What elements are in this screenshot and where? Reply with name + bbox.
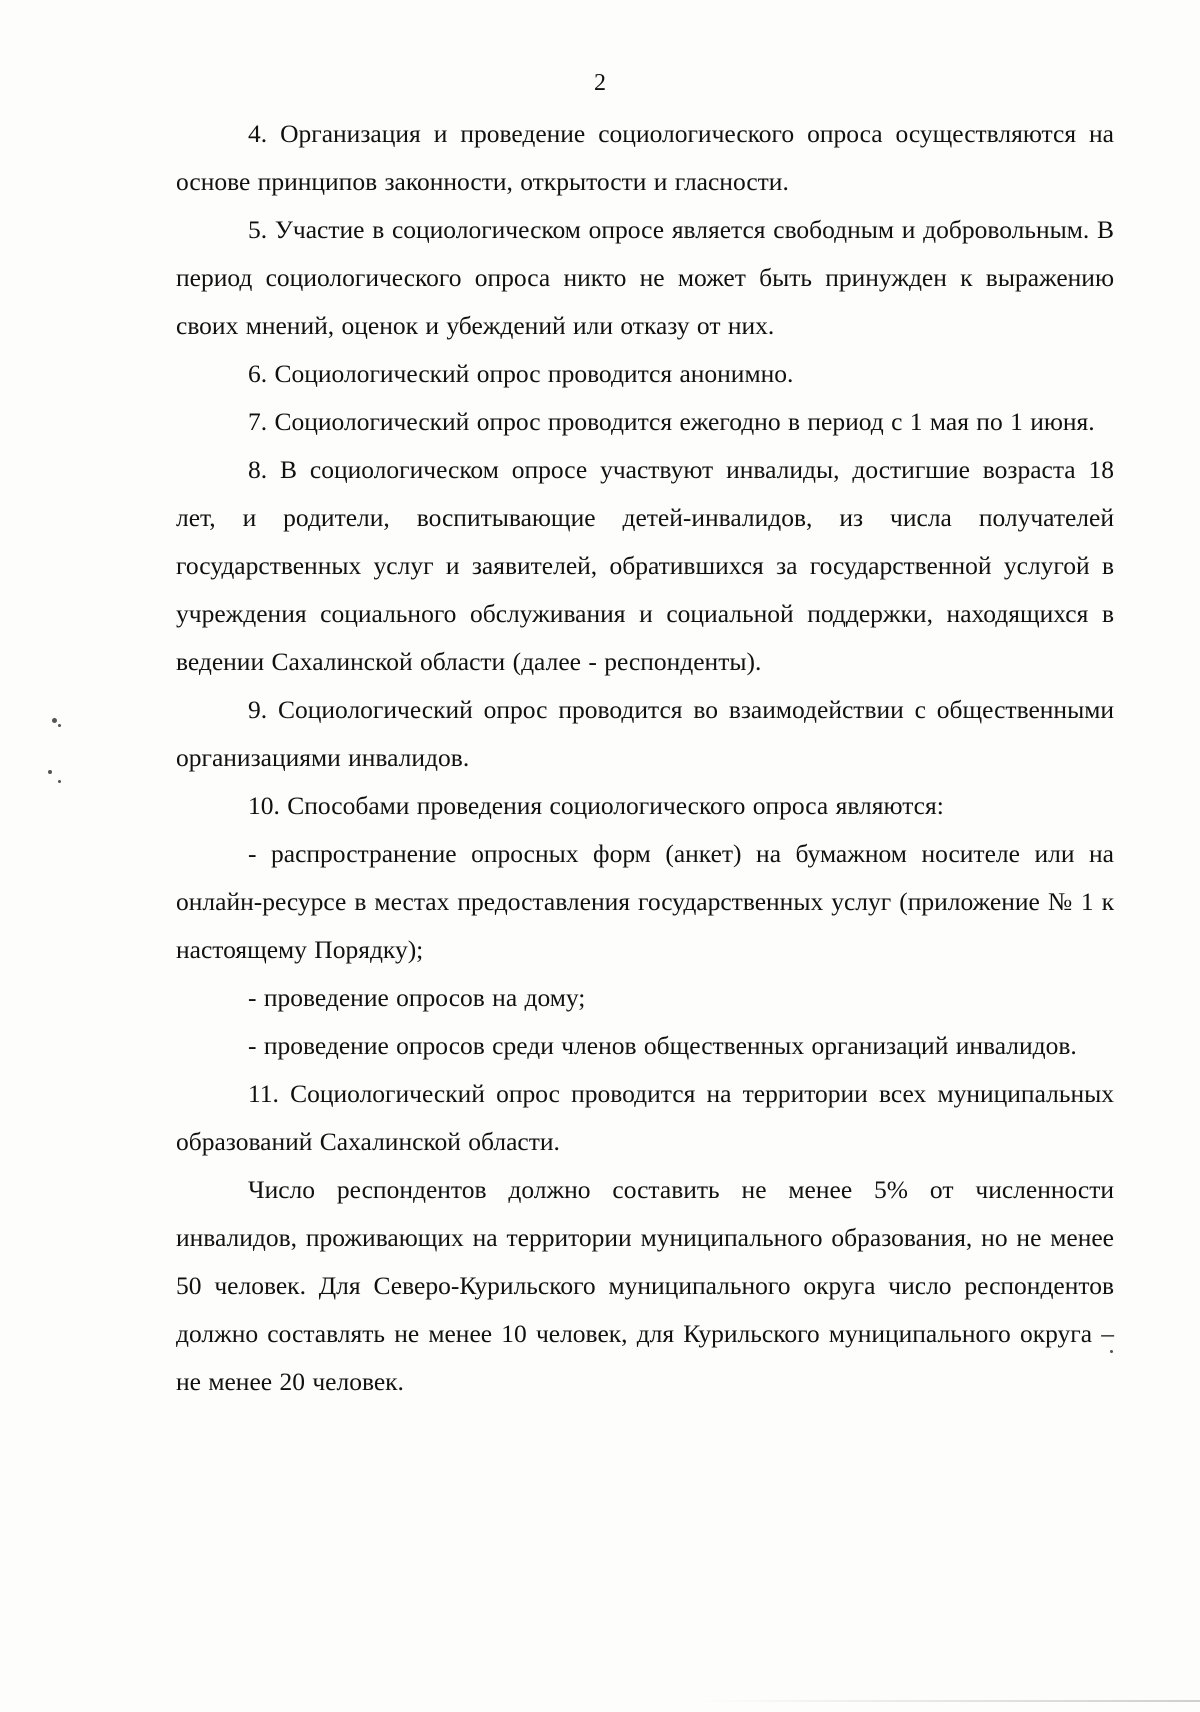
scan-speck: [1110, 1350, 1113, 1353]
scan-speck: [52, 718, 57, 723]
paragraph-8: 8. В социологическом опросе участвуют инвалиды, достигшие возраста 18 лет, и родители, воспитывающие детей-инвалидов, из числа получателей государственных услуг и заявителей, обратившихся за государственной услугой в учреждения социального обслуживания и социальной поддержки, находящихся в ведении Сахалинской области (далее - респонденты).: [176, 455, 1114, 676]
paragraph-7: 7. Социологический опрос проводится ежегодно в период с 1 мая по 1 июня.: [248, 407, 1095, 436]
paragraph-10: 10. Способами проведения социологического опроса являются:: [248, 791, 944, 820]
list-item-paper-online: - распространение опросных форм (анкет) на бумажном носителе или на онлайн-ресурсе в местах предоставления государственных услуг (приложение № 1 к настоящему Порядку);: [176, 839, 1114, 964]
paragraph-respondents-count: Число респондентов должно составить не менее 5% от численности инвалидов, проживающих на территории муниципального образования, но не менее 50 человек. Для Северо-Курильского муниципального округа число респондентов должно составлять не менее 10 человек, для Курильского муниципального округа – не менее 20 человек.: [176, 1175, 1114, 1396]
paragraph-4: 4. Организация и проведение социологического опроса осуществляются на основе принципов законности, открытости и гласности.: [176, 119, 1114, 196]
scan-speck: [48, 770, 52, 774]
scan-speck: [58, 780, 61, 783]
paragraph-5: 5. Участие в социологическом опросе является свободным и добровольным. В период социологического опроса никто не может быть принужден к выражению своих мнений, оценок и убеждений или отказу от них.: [176, 215, 1114, 340]
paragraph-6: 6. Социологический опрос проводится анонимно.: [248, 359, 794, 388]
scan-speck: [58, 724, 61, 727]
document-body: [176, 110, 1114, 1406]
list-item-organization-surveys: - проведение опросов среди членов общественных организаций инвалидов.: [248, 1031, 1077, 1060]
scan-edge: [700, 1700, 1200, 1702]
list-item-home-surveys: - проведение опросов на дому;: [248, 983, 586, 1012]
page-number: 2: [594, 70, 606, 96]
paragraph-11: 11. Социологический опрос проводится на территории всех муниципальных образований Сахалинской области.: [176, 1079, 1114, 1156]
paragraph-9: 9. Социологический опрос проводится во взаимодействии с общественными организациями инвалидов.: [176, 695, 1114, 772]
